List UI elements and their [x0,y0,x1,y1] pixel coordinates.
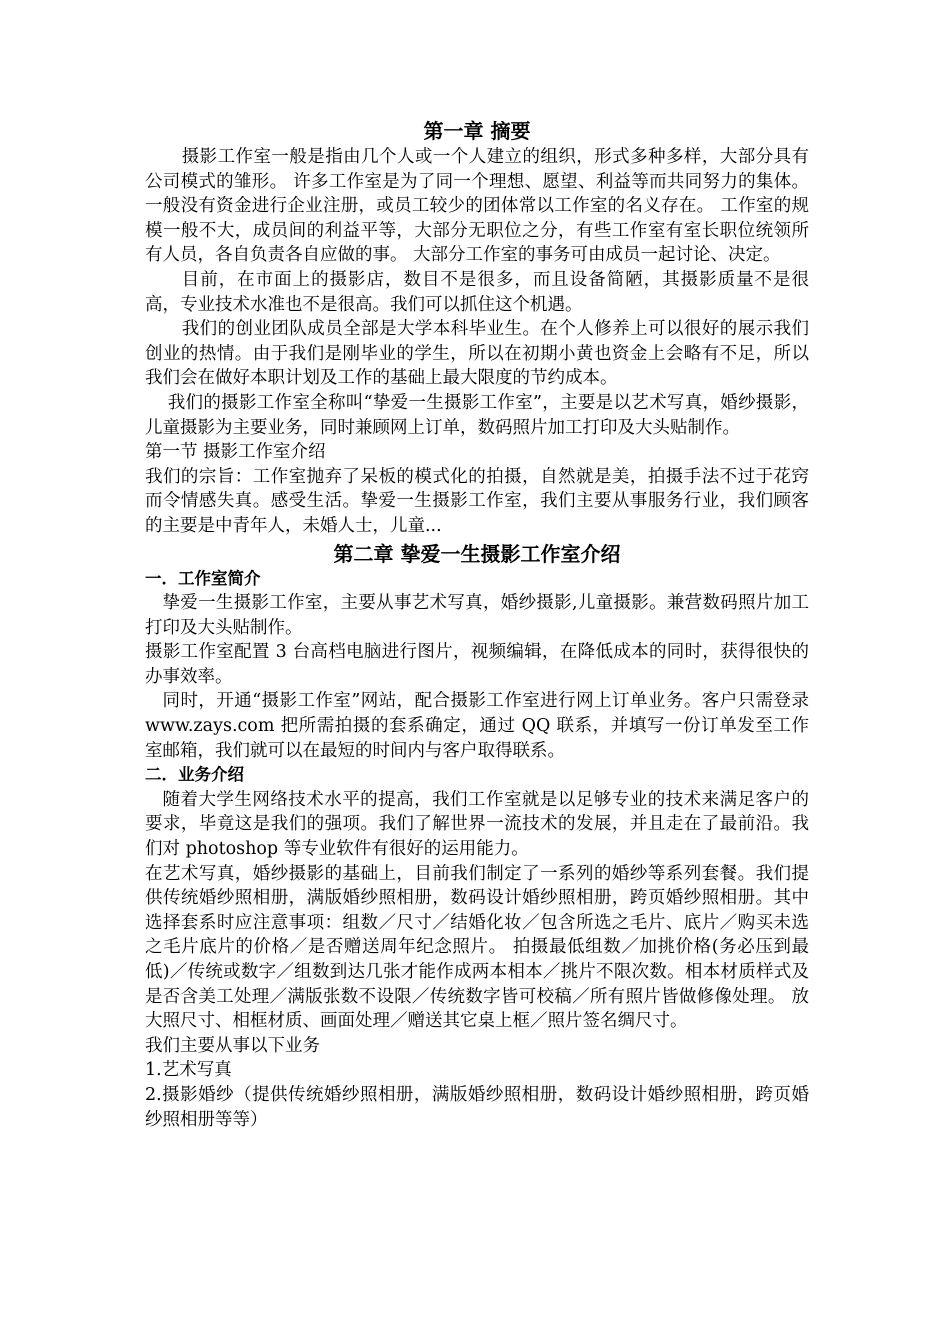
paragraph: 我们主要从事以下业务 [145,1035,320,1056]
list-item: 1.艺术写真 [145,1060,232,1081]
paragraph: 我们的创业团队成员全部是大学本科毕业生。在个人修养上可以很好的展示我们创业的热情。由于我们是刚毕业的学生，所以在初期小黄也资金上会略有不足，所以我们会在做好本职计划及工作的基础上最大限度的节约成本。 [145,319,809,389]
chapter-2-title: 第二章 挚爱一生摄影工作室介绍 [333,541,621,566]
paragraph: 随着大学生网络技术水平的提高，我们工作室就是以足够专业的技术来满足客户的要求，毕竟这是我们的强项。我们了解世界一流技术的发展，并且走在了最前沿。我们对 photoshop 等专业软件有很好的运用能力。 [145,789,809,860]
document-body [145,118,809,1132]
paragraph: 我们的摄影工作室全称叫“挚爱一生摄影工作室”，主要是以艺术写真，婚纱摄影，儿童摄影为主要业务，同时兼顾网上订单，数码照片加工打印及大头贴制作。 [145,392,809,438]
paragraph: 我们的宗旨：工作室抛弃了呆板的模式化的拍摄，自然就是美，拍摄手法不过于花窍而令情感失真。感受生活。挚爱一生摄影工作室，我们主要从事服务行业，我们顾客的主要是中青年人，未婚人士，儿童... [145,466,809,536]
chapter-1-title: 第一章 摘要 [423,119,531,143]
paragraph: 在艺术写真，婚纱摄影的基础上，目前我们制定了一系列的婚纱等系列套餐。我们提供传统婚纱照相册，满版婚纱照相册，数码设计婚纱照相册，跨页婚纱照相册。其中选择套系时应注意事项：组数／尺寸／结婚化妆／包含所选之毛片、底片／购买未选之毛片底片的价格／是否赠送周年纪念照片。 拍摄最低组数／加挑价格(务必压到最低)／传统或数字／组数到达几张才能作成两本相本／挑片不限次数。相本材质样式及是否含美工处理／满版张数不设限／传统数字皆可校稿／所有照片皆做修像处理。 放大照尺寸、相框材质、画面处理／赠送其它桌上框／照片签名绸尺寸。 [145,863,809,1032]
section-heading: 第一节 摄影工作室介绍 [145,442,326,463]
paragraph: 挚爱一生摄影工作室，主要从事艺术写真，婚纱摄影,儿童摄影。兼营数码照片加工打印及大头贴制作。 [145,593,809,638]
subsection-heading: 一．工作室简介 [145,568,261,588]
paragraph: 摄影工作室一般是指由几个人或一个人建立的组织，形式多种多样，大部分具有公司模式的雏形。 许多工作室是为了同一个理想、愿望、利益等而共同努力的集体。一般没有资金进行企业注册，或员工较少的团体常以工作室的名义存在。 工作室的规模一般不大，成员间的利益平等，大部分无职位之分，有些工作室有室长职位统领所有人员，各自负责各自应做的事。 大部分工作室的事务可由成员一起讨论、决定。 [145,147,809,266]
paragraph: 目前，在市面上的摄影店，数目不是很多，而且设备简陋，其摄影质量不是很高，专业技术水准也不是很高。我们可以抓住这个机遇。 [145,269,809,315]
paragraph: 摄影工作室配置 3 台高档电脑进行图片，视频编辑，在降低成本的同时，获得很快的办事效率。 [145,642,809,687]
subsection-heading: 二．业务介绍 [145,765,244,785]
paragraph: 同时，开通“摄影工作室”网站，配合摄影工作室进行网上订单业务。客户只需登录 www.zays.com 把所需拍摄的套系确定，通过 QQ 联系，并填写一份订单发至工作室邮箱，我们就可以在最短的时间内与客户取得联系。 [145,691,809,761]
list-item: 2.摄影婚纱（提供传统婚纱照相册，满版婚纱照相册，数码设计婚纱照相册，跨页婚纱照相册等等） [145,1084,809,1130]
